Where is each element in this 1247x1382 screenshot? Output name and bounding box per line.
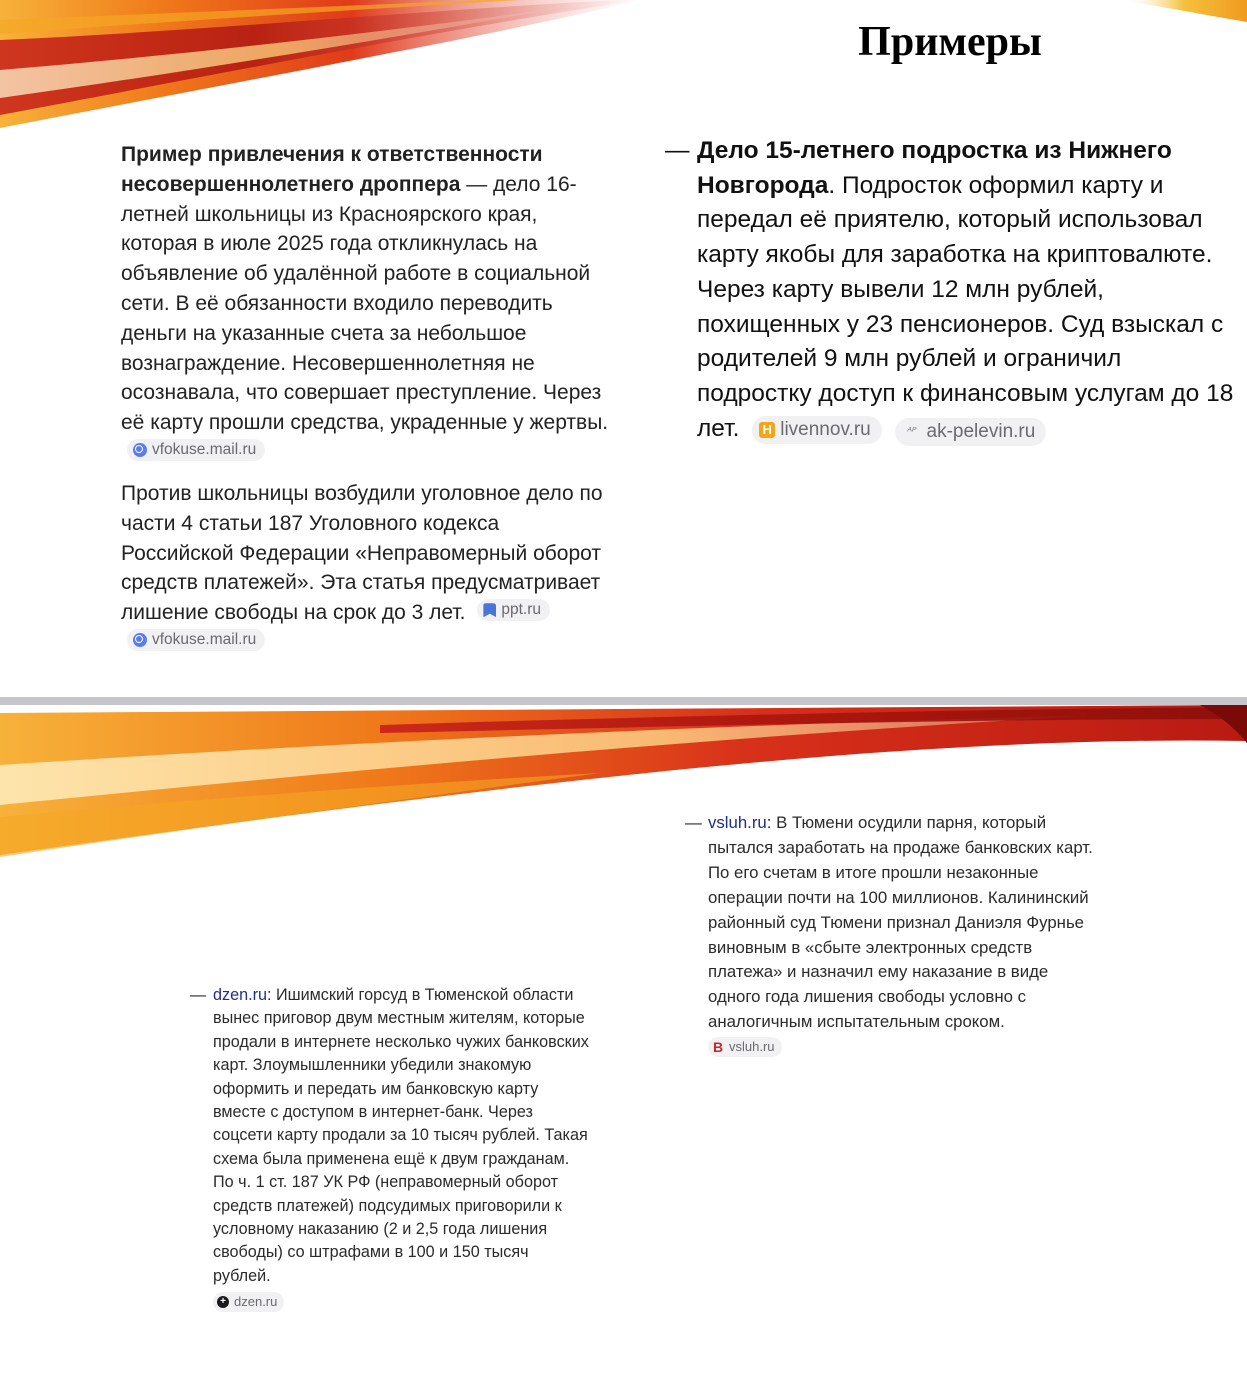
case-nizhny-novgorod-text: . Подросток оформил карту и передал её приятелю, который использовал карту якобы для заработка на криптовалюте. Через карту вывели 12 млн рублей, похищенных у 23 пенсионеров. Суд взыскал с родителей 9 млн рублей и ограничил подростку доступ к финансовым услугам до 18 лет.: [697, 171, 1234, 442]
vfokuse-logo-icon: [133, 443, 147, 457]
dzen-link[interactable]: dzen.ru: [213, 986, 267, 1004]
source-chip-vfokuse-2[interactable]: [127, 629, 265, 651]
list-dash: —: [665, 137, 690, 164]
source-chip-dzen[interactable]: [213, 1292, 284, 1312]
source-chip-ppt[interactable]: [477, 599, 550, 621]
source-chip-vsluh[interactable]: [708, 1037, 782, 1057]
source-chip-ak-pelevin[interactable]: [895, 418, 1047, 446]
livennov-logo-icon: Н: [759, 422, 775, 438]
vsluh-logo-icon: B: [712, 1039, 724, 1056]
case-nizhny-novgorod-paragraph: [665, 134, 1240, 446]
source-chip-label: dzen.ru: [234, 1294, 278, 1310]
case-krasnoyarsk-charge-paragraph: [121, 479, 611, 658]
source-chip-label: ak-pelevin.ru: [926, 420, 1036, 442]
case-nizhny-novgorod-lead: Дело 15-летнего подростка из Нижнего Новгорода: [697, 137, 1172, 199]
case-ishim-paragraph: [190, 984, 590, 1314]
case-tyumen-paragraph: [685, 811, 1105, 1062]
source-chip-livennov[interactable]: [752, 416, 881, 444]
case-krasnoyarsk-paragraph: [121, 140, 611, 468]
ak-pelevin-logo-icon: ᴬᴾ: [906, 425, 917, 437]
case-tyumen-text: : В Тюмени осудили парня, который пытался заработать на продаже банковских карт. По его счетам в итоге прошли незаконные операции почти на 100 миллионов. Калининский районный суд Тюмени признал Даниэля Фурнье виновным в «сбыте электронных средств платежа» и назначил ему наказание в виде одного года лишения свободы условно с аналогичным испытательным сроком.: [708, 813, 1093, 1032]
list-dash: —: [190, 986, 207, 1004]
source-chip-label: vfokuse.mail.ru: [152, 630, 257, 648]
case-krasnoyarsk-text: — дело 16-летней школьницы из Красноярского края, которая в июле 2025 года откликнулась на объявление об удалённой работе в социальной сети. В её обязанности входило переводить деньги на указанные счета за небольшое вознаграждение. Несовершеннолетняя не осознавала, что совершает преступление. Через её карту прошли средства, украденные у жертвы.: [121, 172, 609, 435]
case-krasnoyarsk-lead: Пример привлечения к ответственности несовершеннолетнего дроппера: [121, 143, 543, 196]
dzen-logo-icon: +: [217, 1296, 229, 1308]
vsluh-link[interactable]: vsluh.ru: [708, 813, 767, 832]
source-chip-vfokuse[interactable]: [127, 439, 265, 461]
slide-title: Примеры: [858, 19, 1042, 65]
source-chip-label: vfokuse.mail.ru: [152, 440, 257, 458]
vfokuse-logo-icon: [133, 633, 147, 647]
list-dash: —: [685, 813, 702, 832]
slide-2: [0, 705, 1247, 1382]
source-chip-label: ppt.ru: [501, 601, 541, 619]
source-chip-label: livennov.ru: [780, 418, 871, 440]
case-ishim-text: : Ишимский горсуд в Тюменской области вынес приговор двум местным жителям, которые продали в интернете несколько чужих банковских карт. Злоумышленники убедили знакомую оформить и передать им банковскую карту вместе с доступом в интернет-банк. Через соцсети карту продали за 10 тысяч рублей. Такая схема была применена ещё к двум гражданам. По ч. 1 ст. 187 УК РФ (неправомерный оборот средств платежей) подсудимых приговорили к условному наказанию (2 и 2,5 года лишения свободы) со штрафами в 100 и 150 тысяч рублей.: [213, 986, 589, 1285]
case-krasnoyarsk-charge-text: Против школьницы возбудили уголовное дело по части 4 статьи 187 Уголовного кодекса Российской Федерации «Неправомерный оборот средств платежей». Эта статья предусматривает лишение свободы на срок до 3 лет.: [121, 482, 603, 625]
source-chip-label: vsluh.ru: [729, 1039, 775, 1055]
ppt-bookmark-icon: [483, 603, 496, 617]
